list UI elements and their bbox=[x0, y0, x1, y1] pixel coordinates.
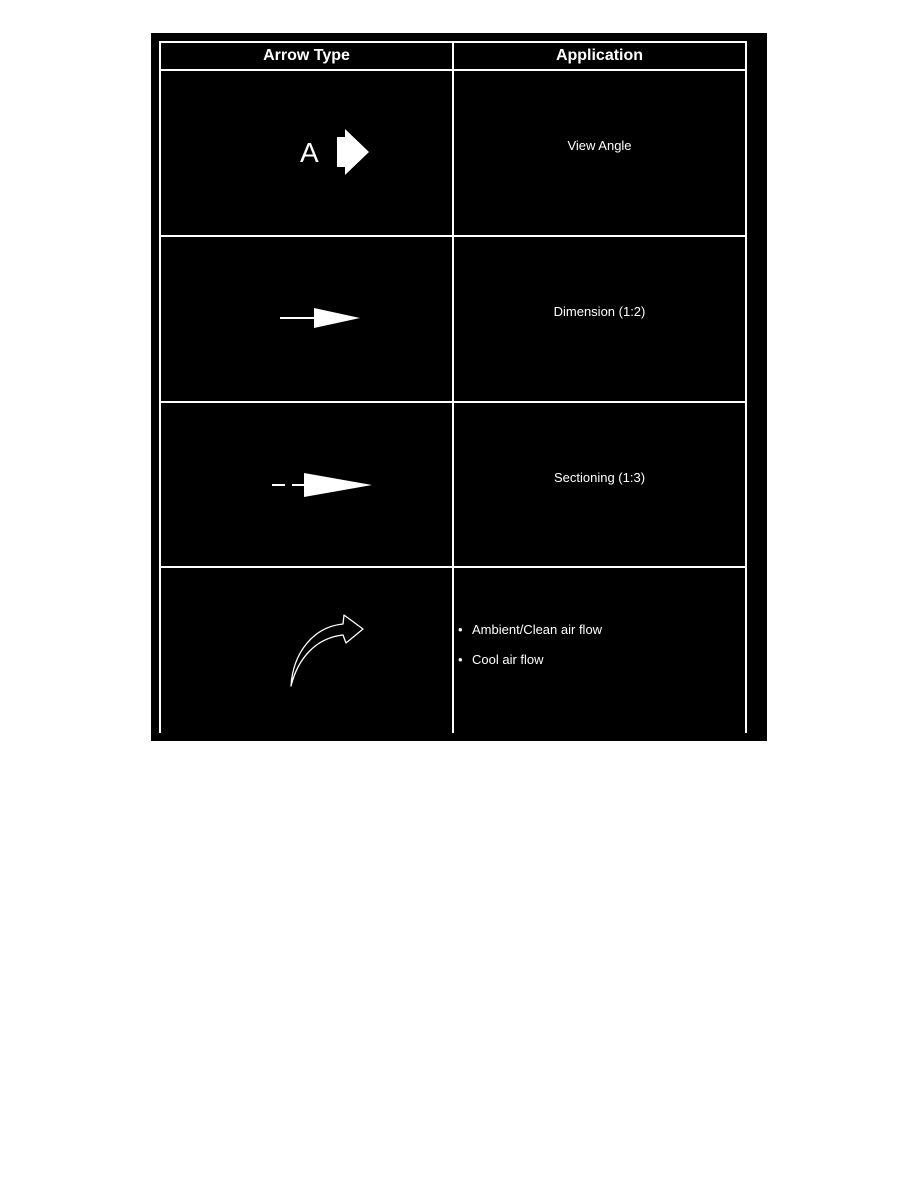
row-divider bbox=[159, 235, 747, 237]
application-ambient-clean-air-flow: Ambient/Clean air flow bbox=[472, 622, 603, 637]
bullet-icon: • bbox=[458, 622, 463, 637]
row-divider bbox=[159, 401, 747, 403]
header-application: Application bbox=[555, 47, 644, 64]
air-flow-application-list bbox=[458, 621, 602, 681]
sectioning-arrow-icon bbox=[272, 472, 374, 498]
application-view-angle: View Angle bbox=[567, 138, 632, 153]
bullet-icon: • bbox=[458, 652, 463, 667]
application-cool-air-flow: Cool air flow bbox=[472, 652, 544, 667]
header-row-divider bbox=[159, 69, 747, 71]
curved-air-flow-arrow-icon bbox=[288, 613, 366, 689]
application-sectioning: Sectioning (1:3) bbox=[553, 470, 646, 485]
view-angle-letter: A bbox=[300, 137, 319, 168]
list-item bbox=[458, 651, 602, 681]
list-item bbox=[458, 621, 602, 651]
dimension-arrow-icon bbox=[280, 306, 362, 330]
application-dimension: Dimension (1:2) bbox=[553, 304, 646, 319]
view-angle-arrow-icon bbox=[335, 127, 371, 179]
header-arrow-type: Arrow Type bbox=[263, 47, 350, 64]
row-divider bbox=[159, 566, 747, 568]
